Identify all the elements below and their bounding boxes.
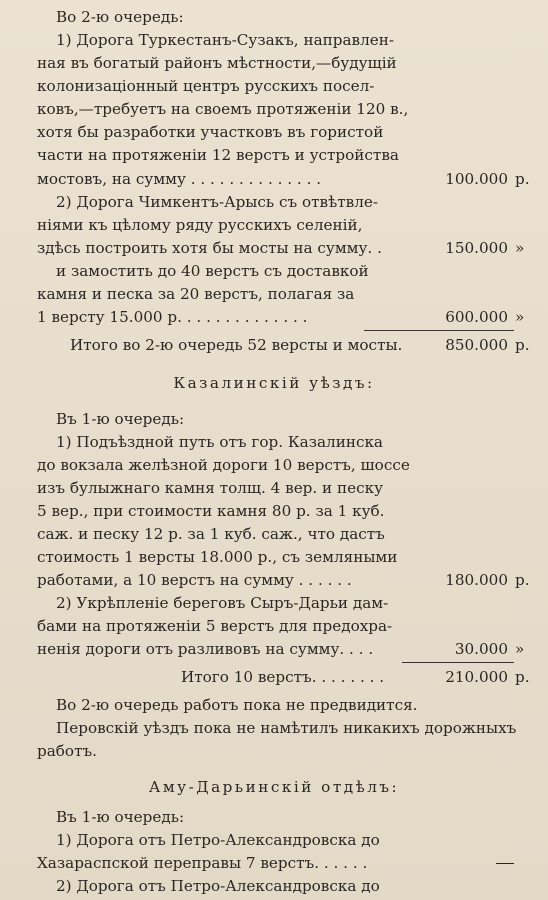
line-unit: р. bbox=[515, 336, 530, 354]
line-unit: р. bbox=[515, 571, 530, 589]
line-unit: » bbox=[515, 640, 525, 658]
line-amount: 180.000 bbox=[445, 571, 508, 589]
line-amount: 850.000 bbox=[445, 336, 508, 354]
line-unit: р. bbox=[515, 170, 530, 188]
line-amount: 150.000 bbox=[445, 239, 508, 257]
line-amount: 210.000 bbox=[445, 668, 508, 686]
line-amount: 600.000 bbox=[445, 308, 508, 326]
line-unit: » bbox=[515, 308, 525, 326]
line-amount: 100.000 bbox=[445, 170, 508, 188]
sum-rule bbox=[402, 662, 514, 663]
line-unit: » bbox=[515, 239, 525, 257]
document-page: Во 2-ю очередь: 1) Дорога Туркестанъ-Сузакъ, направлен- ная въ богатый районъ мѣстности,—будущій колонизаціонный центръ русскихъ посел- ковъ,—требуетъ на своемъ протяженіи 120 в., хотя бы разработки участковъ въ гористой части на протяженіи 12 верстъ и устройства мостовъ, на сумму . . . . . . . . . . . . . . 100.000 р. 2) Дорога Чимкентъ-Арысь съ отвѣтвле- ніями къ цѣлому ряду русскихъ селеній, здѣсь построить хотя бы мосты на сумму. . 150.000 » и замостить до 40 верстъ съ доставкой камня и песка за 20 верстъ, полагая за 1 версту 15.000 р. . . . . . . . . . . . . . 600.000 » Итого во 2-ю очередь 52 версты и мосты. 850.000 р. Казалинскій уѣздъ: Въ 1-ю очередь: 1) Подъѣздной путь отъ гор. Казалинска до вокзала желѣзной дороги 10 верстъ, шоссе изъ булыжнаго камня толщ. 4 вер. и песку 5 вер., при стоимости камня 80 р. за 1 куб. саж. и песку 12 р. за 1 куб. саж., что дастъ стоимость 1 версты 18.000 р., съ земляными работами, а 10 верстъ на сумму . . . . . . 180.000 р. 2) Укрѣпленіе береговъ Сыръ-Дарьи дам- бами на протяженіи 5 верстъ для предохра- ненія дороги отъ разливовъ на сумму. . . . 30.000 » Итого 10 верстъ. . . . . . . . 210.000 р. Во 2-ю очередь работъ пока не предвидится. Перовскій уѣздъ пока не намѣтилъ никакихъ дорожныхъ работъ. Аму-Дарьинскій отдѣлъ: Въ 1-ю очередь: 1) Дорога отъ Петро-Александровска до Хазараспской переправы 7 верстъ. . . . . . 2) Дорога отъ Петро-Александровска до bbox=[0, 0, 548, 900]
dash-mark bbox=[496, 863, 514, 864]
sum-rule bbox=[364, 330, 514, 331]
line-amount: 30.000 bbox=[454, 640, 508, 658]
line-unit: р. bbox=[515, 668, 530, 686]
